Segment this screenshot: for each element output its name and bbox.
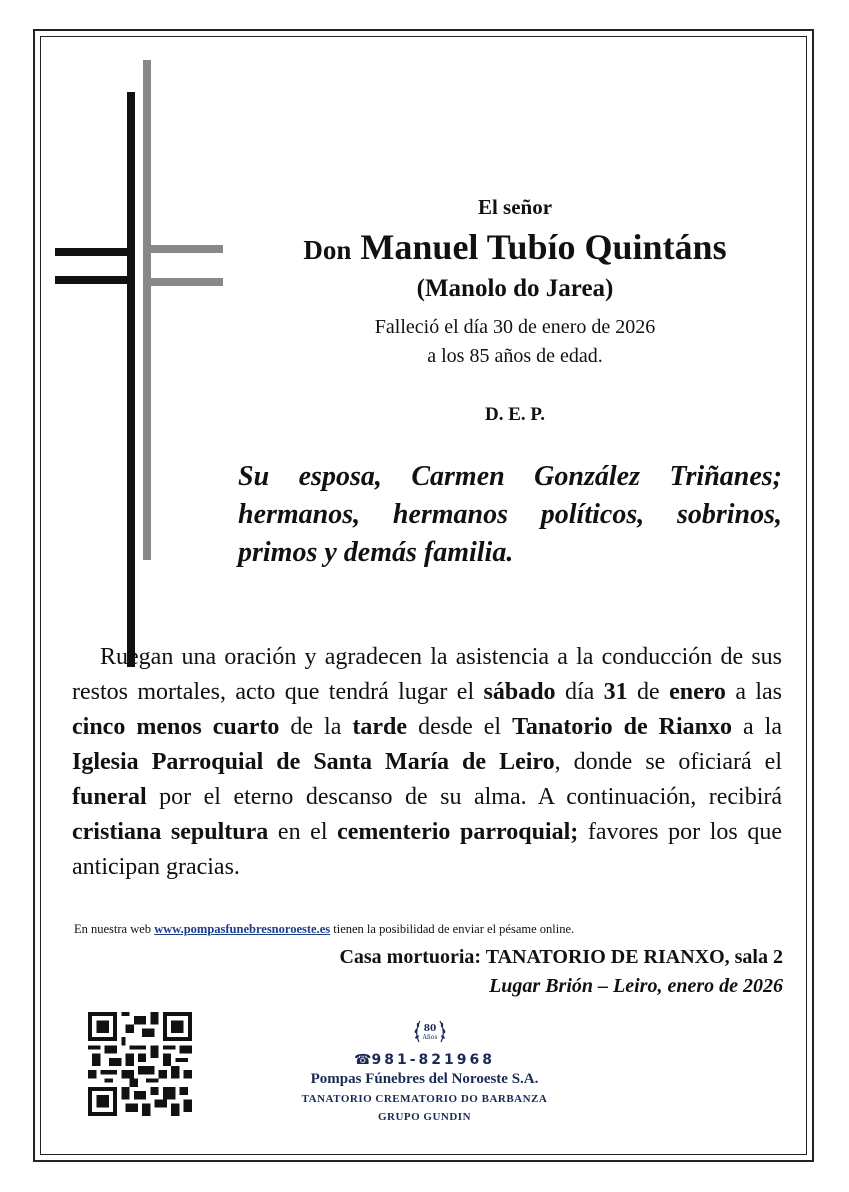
title: El señor [477,195,553,219]
body-bold: cristiana sepultura [72,819,269,845]
body-text: a las [725,679,783,705]
place-date: Lugar Brión – Leiro, enero de 2026 [489,975,783,997]
body-bold: Iglesia Parroquial de Santa María de Leiro [72,749,555,775]
body-bold: 31 [603,679,628,705]
age-line: a los 85 años de edad. [427,345,603,367]
body-text: de [627,679,670,705]
laurel-badge-icon [410,1012,450,1052]
dep: D. E. P. [484,404,545,425]
body-bold: sábado [483,679,556,705]
web-suffix: tienen la posibilidad de enviar el pésame online. [330,922,575,936]
deceased-name [245,226,785,268]
phone-text: 981-821968 [371,1052,495,1068]
name-prefix: Don [303,235,352,265]
body-bold: enero [669,679,726,705]
body-text: por el eterno descanso de su alma. A continuación, recibirá [146,784,782,810]
body-text: día [555,679,604,705]
website-link[interactable]: www.pompasfunebresnoroeste.es [154,922,331,936]
body-text: a la [731,714,783,740]
company-name: Pompas Fúnebres del Noroeste S.A. [310,1071,539,1087]
crematorio: TANATORIO CREMATORIO DO BARBANZA [301,1093,548,1105]
alias: (Manolo do Jarea) [416,275,614,302]
body-text: de la [279,714,353,740]
death-info [245,313,785,371]
body-bold: cinco menos cuarto [72,714,280,740]
cross-black-arm-top [55,248,133,256]
cross-black-vertical [127,92,135,667]
phone-icon: ☎ [354,1052,372,1068]
cross-gray-vertical [143,60,151,560]
grupo: GRUPO GUNDIN [377,1111,472,1123]
cross-gray-arm-bottom [143,278,223,286]
body-paragraph [72,640,782,885]
cross-black-arm-bottom [55,276,133,284]
web-note [74,922,574,937]
death-line: Falleció el día 30 de enero de 2026 [374,316,656,338]
badge-number: 80 [423,1024,437,1034]
body-bold: funeral [72,784,147,810]
body-text: en el [268,819,338,845]
body-text: favores por los que anticipan gracias. [72,819,782,880]
body-bold: tarde [352,714,408,740]
name-main: Manuel Tubío Quintáns [360,227,727,267]
cross-gray-arm-top [143,245,223,253]
body-text: , donde se oficiará el [554,749,782,775]
phone-number [0,1052,849,1068]
body-bold: Tanatorio de Rianxo [512,714,732,740]
badge-label: Años [422,1034,438,1041]
web-prefix: En nuestra web [74,922,155,936]
body-bold: cementerio parroquial; [337,819,579,845]
family-paragraph: Su esposa, Carmen González Triñanes; hermanos, hermanos políticos, sobrinos, primos y demás familia. [238,461,782,568]
casa-mortuoria: Casa mortuoria: TANATORIO DE RIANXO, sala 2 [339,946,783,968]
body-text: desde el [407,714,513,740]
body-text: Ruegan una oración y agradecen la asistencia a la conducción de sus restos mortales, acto que tendrá lugar el [72,644,782,705]
cross-icon [55,60,225,610]
